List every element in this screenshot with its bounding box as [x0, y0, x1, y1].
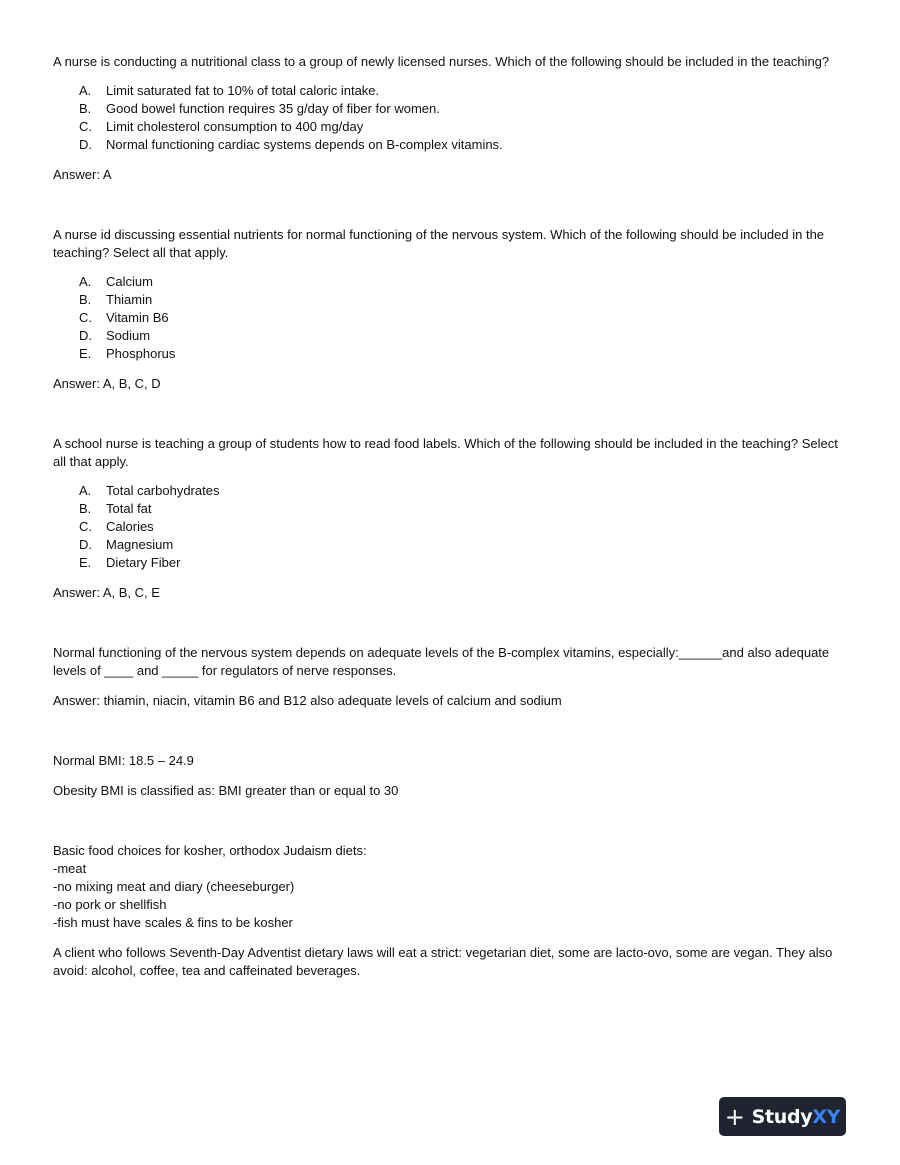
- option-text: Limit cholesterol consumption to 400 mg/day: [106, 119, 364, 134]
- kosher-heading: Basic food choices for kosher, orthodox Judaism diets:: [53, 843, 367, 858]
- list-item: [79, 291, 853, 309]
- list-item: [79, 482, 853, 500]
- question-text: Normal functioning of the nervous system depends on adequate levels of the B-complex vitamins, especially:______and also adequate levels of ____ and _____ for regulators of nerve responses.: [53, 645, 830, 678]
- option-letter: D.: [79, 537, 92, 552]
- option-letter: A.: [79, 83, 92, 98]
- option-letter: A.: [79, 274, 92, 289]
- list-item: [79, 82, 853, 100]
- option-letter: C.: [79, 310, 92, 325]
- list-item: [79, 500, 853, 518]
- plus-icon: +: [724, 1102, 745, 1131]
- option-list: [53, 482, 853, 572]
- option-text: Thiamin: [106, 292, 153, 307]
- list-item: [79, 118, 853, 136]
- option-text: Total carbohydrates: [106, 483, 220, 498]
- bmi-block: [53, 752, 853, 800]
- option-list: [53, 82, 853, 154]
- fill-in-block: [53, 644, 853, 710]
- answer-text: Answer: A, B, C, E: [53, 585, 160, 600]
- option-letter: D.: [79, 328, 92, 343]
- kosher-line: -no pork or shellfish: [53, 897, 167, 912]
- bmi-normal-text: Normal BMI: 18.5 – 24.9: [53, 753, 194, 768]
- option-letter: C.: [79, 119, 92, 134]
- question-block-3: [53, 435, 853, 602]
- option-text: Normal functioning cardiac systems depends on B-complex vitamins.: [106, 137, 503, 152]
- option-text: Magnesium: [106, 537, 174, 552]
- studyxy-logo: [719, 1097, 846, 1136]
- option-letter: E.: [79, 555, 92, 570]
- kosher-line: -no mixing meat and diary (cheeseburger): [53, 879, 295, 894]
- kosher-block: [53, 842, 853, 932]
- bmi-obesity-text: Obesity BMI is classified as: BMI greater than or equal to 30: [53, 783, 399, 798]
- option-letter: E.: [79, 346, 92, 361]
- logo-text-main: Study: [751, 1105, 813, 1128]
- option-text: Dietary Fiber: [106, 555, 181, 570]
- question-block-1: [53, 53, 853, 184]
- option-letter: B.: [79, 292, 92, 307]
- answer-text: Answer: A: [53, 167, 112, 182]
- document-page: [53, 53, 853, 980]
- option-text: Limit saturated fat to 10% of total caloric intake.: [106, 83, 380, 98]
- list-item: [79, 554, 853, 572]
- list-item: [79, 345, 853, 363]
- option-text: Calories: [106, 519, 154, 534]
- answer-text: Answer: thiamin, niacin, vitamin B6 and B12 also adequate levels of calcium and sodium: [53, 693, 562, 708]
- kosher-line: -meat: [53, 861, 87, 876]
- list-item: [79, 136, 853, 154]
- logo-text-accent: XY: [812, 1105, 841, 1128]
- option-letter: A.: [79, 483, 92, 498]
- kosher-line: -fish must have scales & fins to be kosher: [53, 915, 293, 930]
- list-item: [79, 327, 853, 345]
- list-item: [79, 309, 853, 327]
- option-letter: B.: [79, 101, 92, 116]
- option-text: Sodium: [106, 328, 151, 343]
- answer-text: Answer: A, B, C, D: [53, 376, 161, 391]
- list-item: [79, 536, 853, 554]
- question-block-2: [53, 226, 853, 393]
- option-letter: B.: [79, 501, 92, 516]
- list-item: [79, 518, 853, 536]
- list-item: [79, 100, 853, 118]
- question-text: A nurse id discussing essential nutrients for normal functioning of the nervous system. Which of the following should be included in the teaching? Select all that apply.: [53, 227, 825, 260]
- option-text: Good bowel function requires 35 g/day of fiber for women.: [106, 101, 440, 116]
- option-text: Total fat: [106, 501, 152, 516]
- question-text: A school nurse is teaching a group of students how to read food labels. Which of the following should be included in the teaching? Select all that apply.: [53, 436, 838, 469]
- option-letter: C.: [79, 519, 92, 534]
- option-text: Calcium: [106, 274, 153, 289]
- option-letter: D.: [79, 137, 92, 152]
- list-item: [79, 273, 853, 291]
- option-list: [53, 273, 853, 363]
- option-text: Vitamin B6: [106, 310, 169, 325]
- adventist-paragraph: A client who follows Seventh-Day Adventist dietary laws will eat a strict: vegetarian diet, some are lacto-ovo, some are vegan. They also avoid: alcohol, coffee, tea and caffeinated beverages.: [53, 945, 833, 978]
- option-text: Phosphorus: [106, 346, 176, 361]
- question-text: A nurse is conducting a nutritional class to a group of newly licensed nurses. Which of the following should be included in the teaching?: [53, 54, 830, 69]
